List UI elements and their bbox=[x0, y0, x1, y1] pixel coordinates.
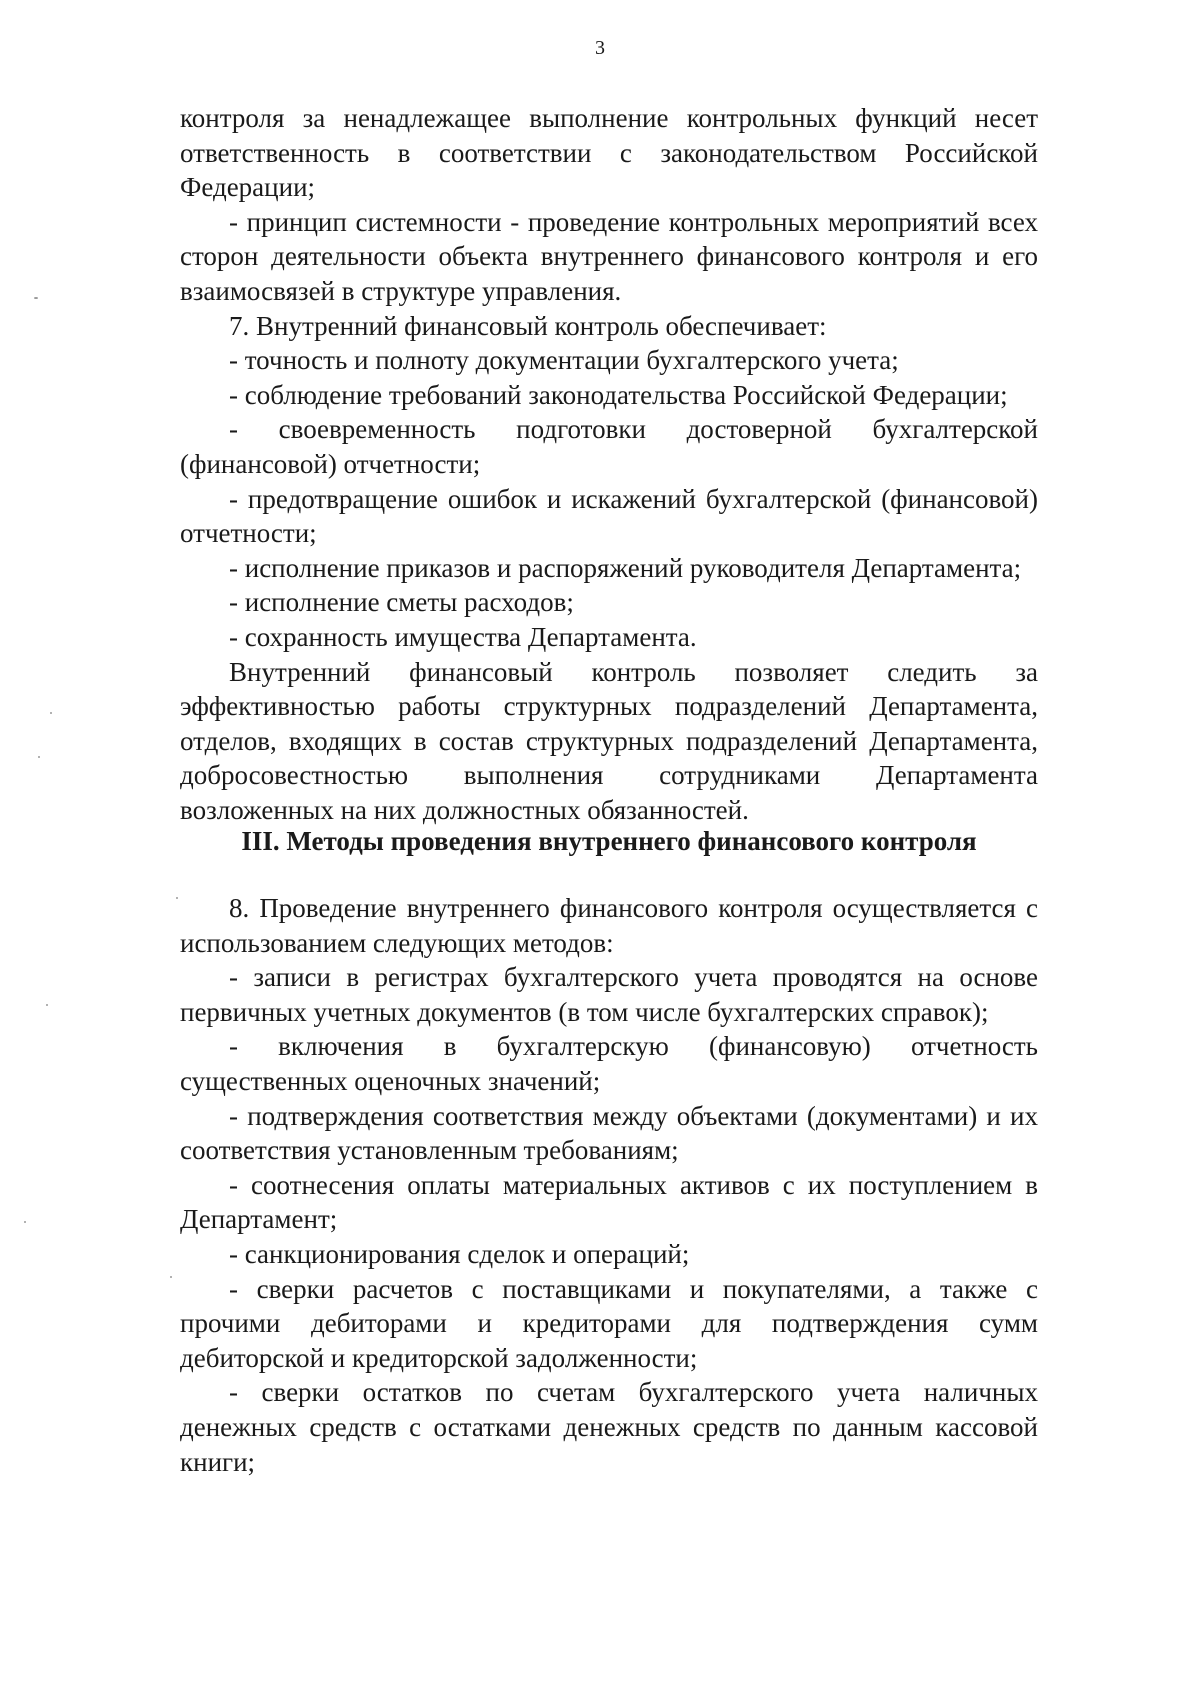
scan-speck bbox=[50, 712, 52, 714]
list-item-property: - сохранность имущества Департамента. bbox=[229, 621, 697, 652]
list-item-accuracy: - точность и полноту документации бухгалтерского учета; bbox=[229, 345, 899, 376]
list-item-authorization: - санкционирования сделок и операций; bbox=[229, 1238, 690, 1269]
list-item-timeliness: - своевременность подготовки достоверной бухгалтерской (финансовой) отчетности; bbox=[180, 414, 1038, 479]
list-item-orders: - исполнение приказов и распоряжений руководителя Департамента; bbox=[229, 552, 1022, 583]
body-text-block-1 bbox=[180, 101, 1038, 827]
list-item-records: - записи в регистрах бухгалтерского учета проводятся на основе первичных учетных документов (в том числе бухгалтерских справок); bbox=[180, 962, 1038, 1027]
list-item-estimate: - исполнение сметы расходов; bbox=[229, 587, 574, 618]
scan-speck bbox=[170, 1276, 172, 1278]
scan-speck bbox=[38, 756, 40, 758]
list-item-confirmation: - подтверждения соответствия между объектами (документами) и их соответствия установленным требованиям; bbox=[180, 1100, 1038, 1166]
paragraph-system-principle: - принцип системности - проведение контрольных мероприятий всех сторон деятельности объекта внутреннего финансового контроля и его взаимосвязей в структуре управления. bbox=[180, 206, 1038, 306]
scan-speck bbox=[24, 1221, 26, 1223]
list-item-cash-reconciliation: - сверки остатков по счетам бухгалтерского учета наличных денежных средств с остатками денежных средств по данным кассовой книги; bbox=[180, 1377, 1038, 1477]
list-item-prevention: - предотвращение ошибок и искажений бухгалтерской (финансовой) отчетности; bbox=[180, 483, 1038, 549]
section-heading: III. Методы проведения внутреннего финансового контроля bbox=[241, 826, 977, 856]
page-number: 3 bbox=[595, 37, 605, 59]
list-item-compliance: - соблюдение требований законодательства Российской Федерации; bbox=[229, 379, 1008, 410]
list-item-payment-matching: - соотнесения оплаты материальных активов с их поступлением в Департамент; bbox=[180, 1169, 1038, 1235]
paragraph-responsibility: контроля за ненадлежащее выполнение контрольных функций несет ответственность в соответствии с законодательством Российской Федерации; bbox=[180, 103, 1038, 203]
scan-speck bbox=[176, 897, 178, 899]
scan-speck bbox=[34, 297, 38, 299]
paragraph-item-8: 8. Проведение внутреннего финансового контроля осуществляется с использованием следующих методов: bbox=[180, 893, 1038, 958]
paragraph-item-7: 7. Внутренний финансовый контроль обеспечивает: bbox=[229, 310, 827, 341]
list-item-estimates: - включения в бухгалтерскую (финансовую) отчетность существенных оценочных значений; bbox=[180, 1031, 1038, 1096]
body-text-block-2 bbox=[180, 891, 1038, 1479]
scan-speck bbox=[46, 1004, 48, 1006]
paragraph-control-allows: Внутренний финансовый контроль позволяет следить за эффективностью работы структурных подразделений Департамента, отделов, входящих в состав структурных подразделений Департамента, добросовестностью выполнения сотрудниками Департамента возложенных на них должностных обязанностей. bbox=[180, 656, 1038, 825]
list-item-settlement-reconciliation: - сверки расчетов с поставщиками и покупателями, а также с прочими дебиторами и кредиторами для подтверждения сумм дебиторской и кредиторской задолженности; bbox=[180, 1273, 1038, 1373]
